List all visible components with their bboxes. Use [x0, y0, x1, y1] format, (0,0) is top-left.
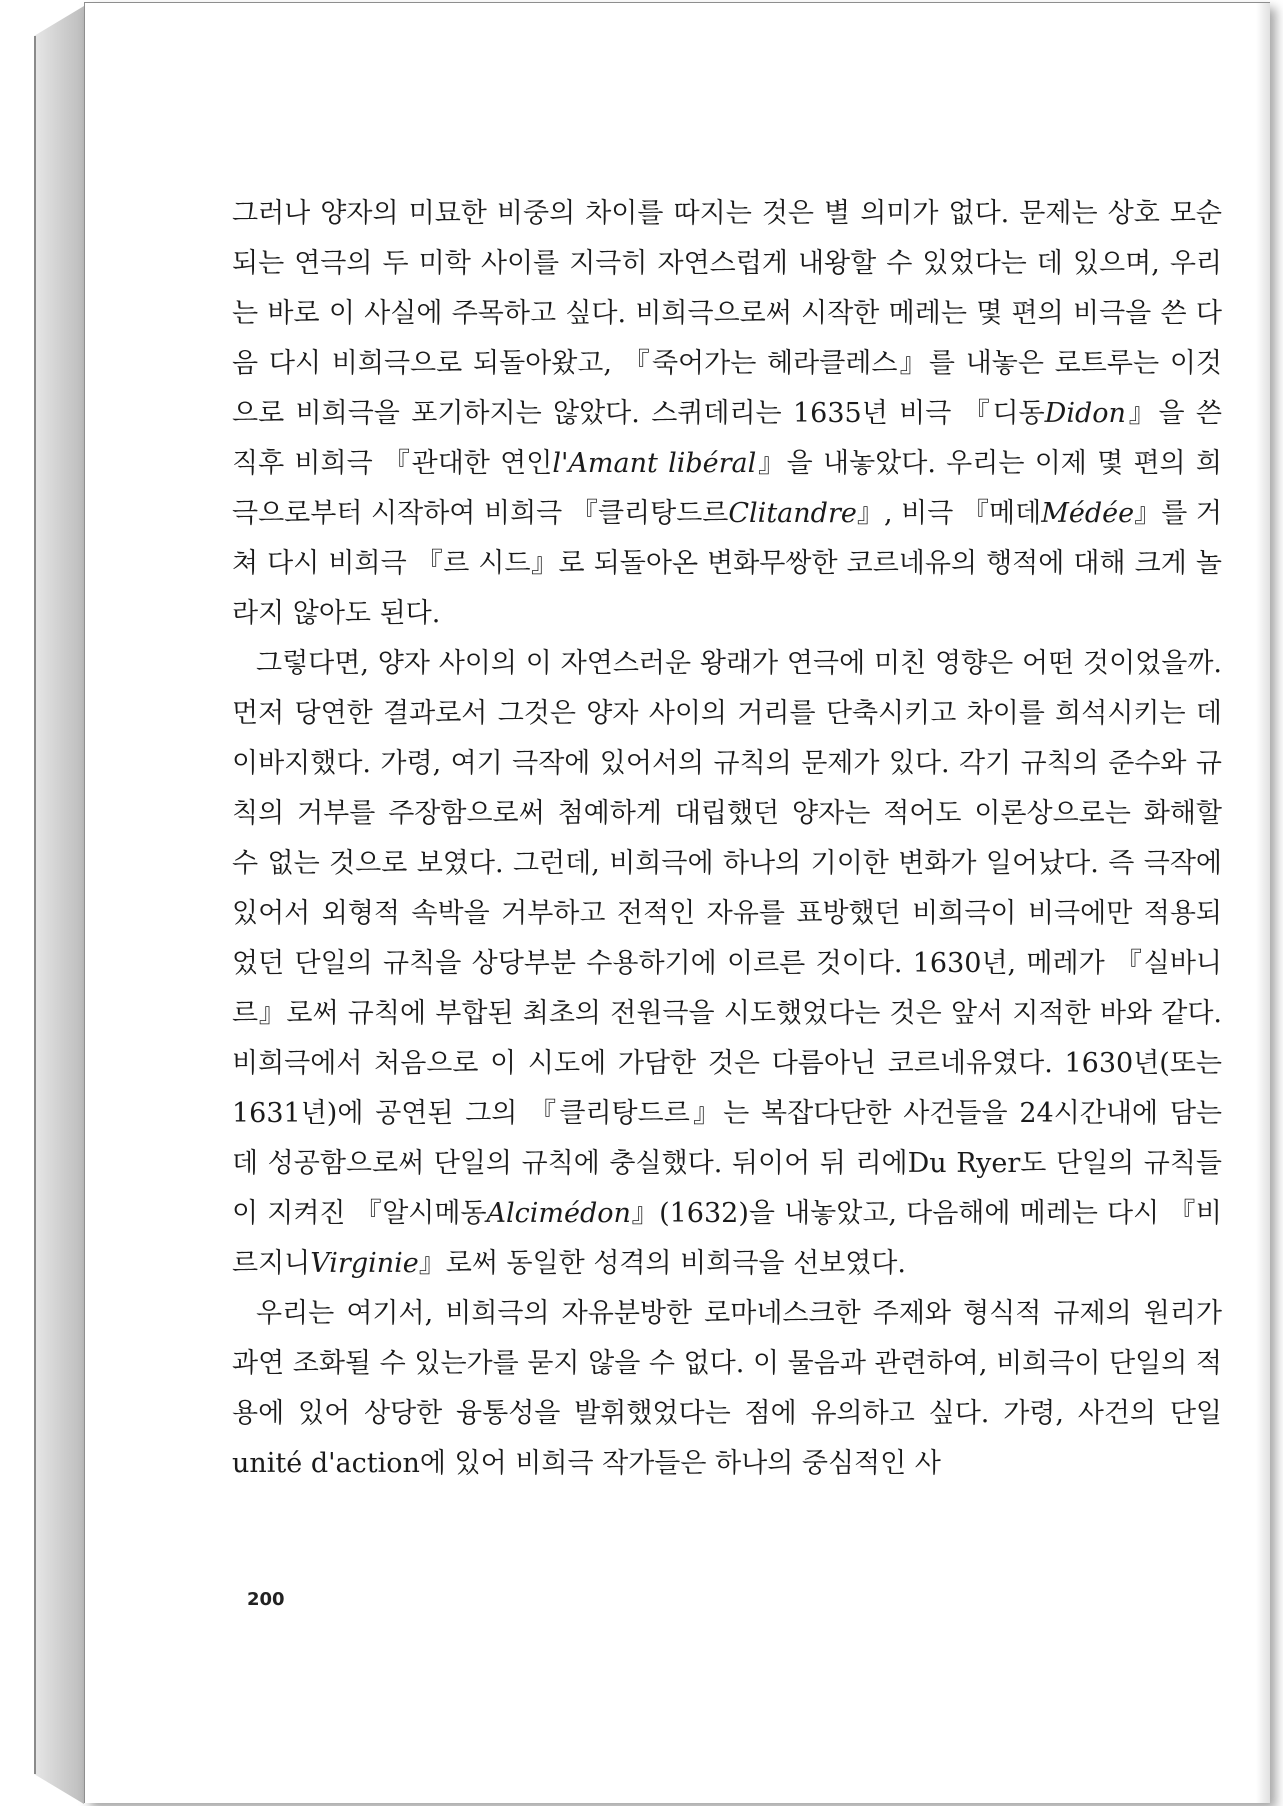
italic-title: Médée: [1041, 498, 1135, 529]
paragraph-2: [232, 639, 1222, 1289]
italic-title: Clitandre: [728, 498, 857, 529]
page-number: 200: [247, 1589, 285, 1610]
text-run: 』을 내놓았다. 우리는 이제 몇 편의 희극으로부터 시작하여 비희극 『클리탕드르: [232, 448, 1222, 529]
italic-title: Virginie: [310, 1248, 419, 1279]
italic-title: Alcimédon: [486, 1198, 631, 1229]
body-text: [232, 189, 1222, 1489]
text-run: 』, 비극 『메데: [856, 498, 1042, 529]
italic-title: Didon: [1044, 398, 1126, 429]
text-run: 』(1632)을 내놓았고, 다음해에 메레는 다시 『비르지니: [232, 1198, 1222, 1279]
text-run: 그렇다면, 양자 사이의 이 자연스러운 왕래가 연극에 미친 영향은 어떤 것이었을까. 먼저 당연한 결과로서 그것은 양자 사이의 거리를 단축시키고 차이를 희석시키는 데 이바지했다. 가령, 여기 극작에 있어서의 규칙의 문제가 있다. 각기 규칙의 준수와 규칙의 거부를 주장함으로써 첨예하게 대립했던 양자는 적어도 이론상으로는 화해할 수 없는 것으로 보였다. 그런데, 비희극에 하나의 기이한 변화가 일어났다. 즉 극작에 있어서 외형적 속박을 거부하고 전적인 자유를 표방했던 비희극이 비극에만 적용되었던 단일의 규칙을 상당부분 수용하기에 이르른 것이다. 1630년, 메레가 『실바니르』로써 규칙에 부합된 최초의 전원극을 시도했었다는 것은 앞서 지적한 바와 같다. 비희극에서 처음으로 이 시도에 가담한 것은 다름아닌 코르네유였다. 1630년(또는 1631년)에 공연된 그의 『클리탕드르』는 복잡다단한 사건들을 24시간내에 담는 데 성공함으로써 단일의 규칙에 충실했다. 뒤이어 뒤 리에Du Ryer도 단일의 규칙들이 지켜진 『알시메동: [232, 648, 1222, 1229]
page-edge-shadow: [1256, 3, 1270, 1803]
text-run: 』를 거쳐 다시 비희극 『르 시드』로 되돌아온 변화무쌍한 코르네유의 행적에 대해 크게 놀라지 않아도 된다.: [232, 498, 1223, 629]
text-run: 그러나 양자의 미묘한 비중의 차이를 따지는 것은 별 의미가 없다. 문제는 상호 모순되는 연극의 두 미학 사이를 지극히 자연스럽게 내왕할 수 있었다는 데 있으며, 우리는 바로 이 사실에 주목하고 싶다. 비희극으로써 시작한 메레는 몇 편의 비극을 쓴 다음 다시 비희극으로 되돌아왔고, 『죽어가는 헤라클레스』를 내놓은 로트루는 이것으로 비희극을 포기하지는 않았다. 스퀴데리는 1635년 비극 『디동: [232, 198, 1222, 429]
text-run: 우리는 여기서, 비희극의 자유분방한 로마네스크한 주제와 형식적 규제의 원리가 과연 조화될 수 있는가를 묻지 않을 수 없다. 이 물음과 관련하여, 비희극이 단일의 적용에 있어 상당한 융통성을 발휘했었다는 점에 유의하고 싶다. 가령, 사건의 단일unité d'action에 있어 비희극 작가들은 하나의 중심적인 사: [232, 1298, 1222, 1479]
text-run: 』을 쓴 직후 비희극 『관대한 연인: [232, 398, 1223, 479]
paragraph-3: [232, 1289, 1222, 1489]
paragraph-1: [232, 189, 1222, 639]
text-run: 』로써 동일한 성격의 비희극을 선보였다.: [418, 1248, 906, 1279]
italic-title: l'Amant libéral: [552, 448, 757, 479]
book-page: [84, 2, 1270, 1803]
book-spine: [34, 6, 84, 1804]
